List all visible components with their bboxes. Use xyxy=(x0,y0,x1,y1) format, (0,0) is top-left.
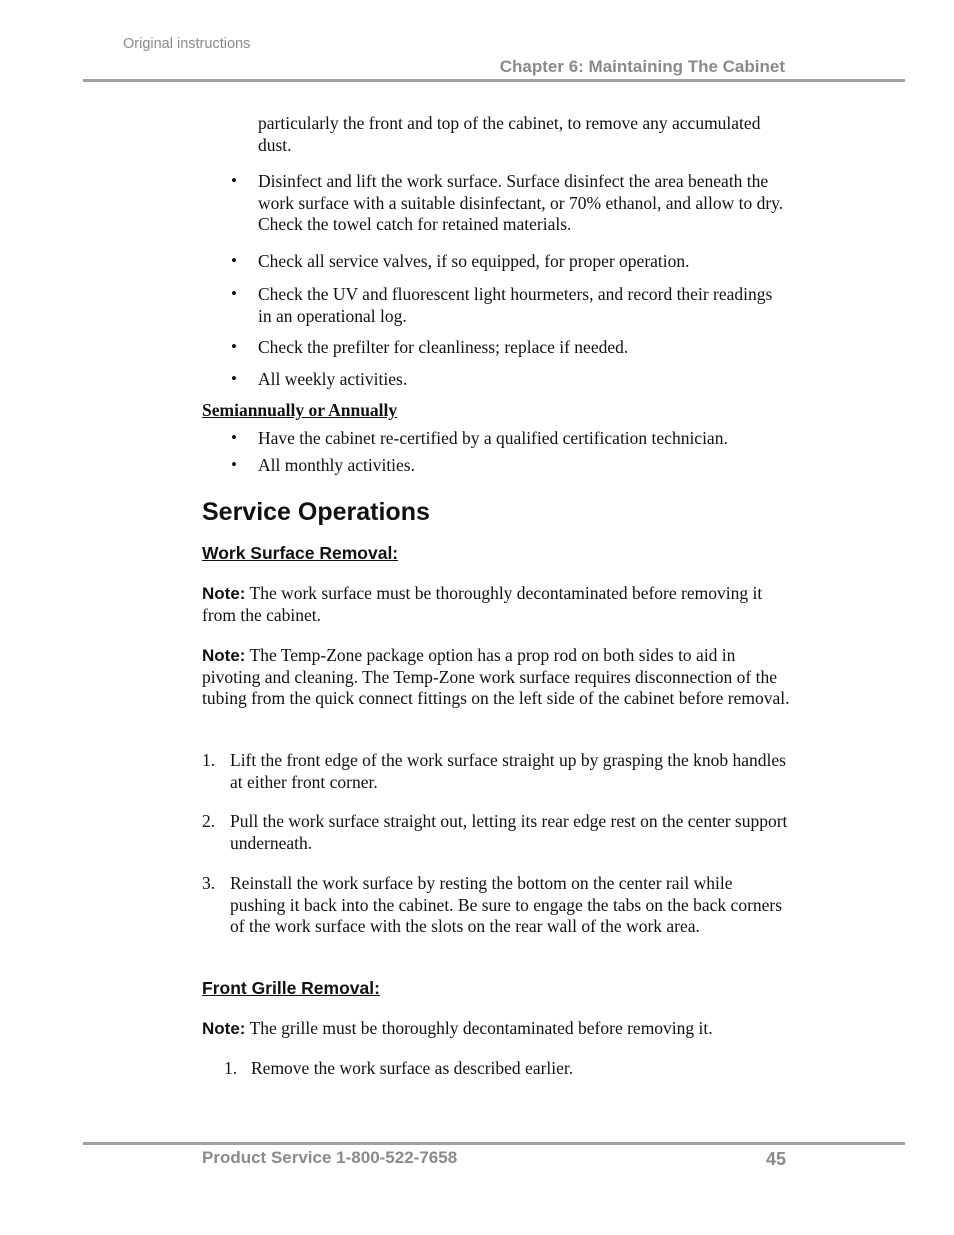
page-number: 45 xyxy=(765,1149,786,1169)
bullet-marker: • xyxy=(231,251,237,270)
list-item: Check all service valves, if so equipped, for proper operation. xyxy=(258,251,690,271)
step-text: Pull the work surface straight out, letting its rear edge rest on the center support underneath. xyxy=(230,811,788,853)
list-item: Disinfect and lift the work surface. Surface disinfect the area beneath the work surface with a suitable disinfectant, or 70% ethanol, and allow to dry. Check the towel catch for retained materials. xyxy=(258,171,784,234)
list-item: All monthly activities. xyxy=(258,455,415,475)
semiannual-heading: Semiannually or Annually xyxy=(202,400,398,420)
list-item: Have the cabinet re-certified by a qualified certification technician. xyxy=(258,428,728,448)
note-label: Note: xyxy=(202,584,246,603)
step-text: Lift the front edge of the work surface straight up by grasping the knob handles at either front corner. xyxy=(230,750,786,792)
intro-paragraph: particularly the front and top of the cabinet, to remove any accumulated dust. xyxy=(258,113,761,155)
note-label: Note: xyxy=(202,646,246,665)
step-number: 3. xyxy=(202,873,216,893)
step-number: 2. xyxy=(202,811,216,831)
header-divider xyxy=(83,79,905,82)
list-item: Check the UV and fluorescent light hourmeters, and record their readings in an operational log. xyxy=(258,284,773,326)
bullet-marker: • xyxy=(231,369,237,388)
step-text: Reinstall the work surface by resting the bottom on the center rail while pushing it back into the cabinet. Be sure to engage the tabs on the back corners of the work surface with the slots on the rear wall of the work area. xyxy=(230,873,783,936)
note-text: The work surface must be thoroughly decontaminated before removing it from the cabinet. xyxy=(202,583,763,625)
front-grille-heading: Front Grille Removal: xyxy=(202,978,380,998)
section-heading: Service Operations xyxy=(202,498,430,526)
work-surface-heading: Work Surface Removal: xyxy=(202,543,399,563)
note-text: The Temp-Zone package option has a prop rod on both sides to aid in pivoting and cleaning. The Temp-Zone work surface requires disconnection of the tubing from the quick connect fittings on the left side of the cabinet before removal. xyxy=(202,645,790,708)
bullet-marker: • xyxy=(231,455,237,474)
list-item: Check the prefilter for cleanliness; replace if needed. xyxy=(258,337,629,357)
chapter-title: Chapter 6: Maintaining The Cabinet xyxy=(499,57,785,76)
note-paragraph xyxy=(202,645,792,710)
note-label: Note: xyxy=(202,1019,246,1038)
step-number: 1. xyxy=(202,750,216,770)
note-text: The grille must be thoroughly decontaminated before removing it. xyxy=(245,1018,713,1038)
step-text: Remove the work surface as described earlier. xyxy=(251,1058,574,1078)
note-paragraph xyxy=(202,1018,792,1040)
footer-divider xyxy=(83,1142,905,1145)
bullet-marker: • xyxy=(231,284,237,303)
footer-service-line: Product Service 1-800-522-7658 xyxy=(202,1148,458,1167)
bullet-marker: • xyxy=(231,337,237,356)
note-paragraph xyxy=(202,583,792,626)
step-number: 1. xyxy=(224,1058,238,1078)
list-item: All weekly activities. xyxy=(258,369,408,389)
bullet-marker: • xyxy=(231,171,237,190)
bullet-marker: • xyxy=(231,428,237,447)
header-note: Original instructions xyxy=(123,36,251,52)
